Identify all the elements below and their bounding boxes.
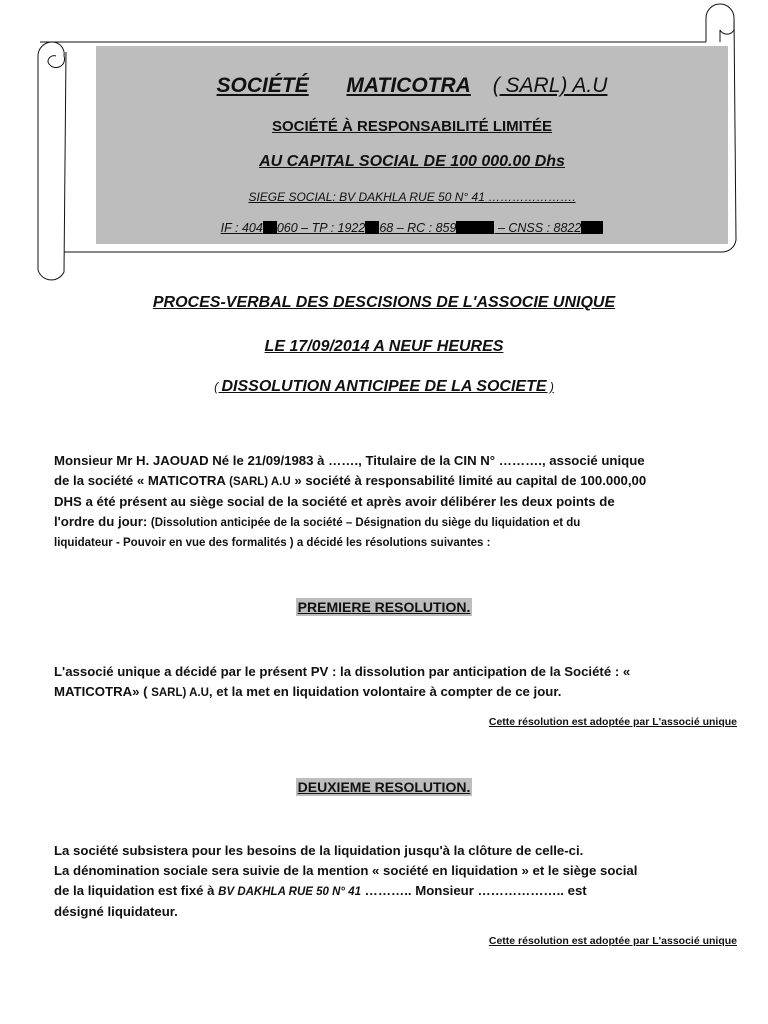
ids-part-3: 68 – RC : 859 [379, 221, 457, 235]
company-name: MATICOTRA [346, 74, 471, 97]
redaction-box [365, 221, 379, 234]
company-siege: SIEGE SOCIAL: BV DAKHLA RUE 50 N° 41 …………………. [248, 190, 576, 204]
intro-text: (Dissolution anticipée de la société – Désignation du siège du liquidation et du [150, 517, 581, 529]
redaction-box [263, 221, 277, 234]
resolution-line [54, 682, 744, 703]
intro-line: Monsieur Mr H. JAOUAD Né le 21/09/1983 à ……., Titulaire de la CIN N° ………., associé unique [54, 453, 645, 468]
company-capital: AU CAPITAL SOCIAL DE 100 000.00 Dhs [259, 153, 565, 170]
intro-text: » société à responsabilité limité au capital de 100.000,00 [290, 473, 647, 488]
company-word: SOCIÉTÉ [216, 74, 309, 97]
resolution-text: ……….. Monsieur ……………….. est [361, 883, 587, 898]
resolution-line: La dénomination sociale sera suivie de la mention « société en liquidation » et le siège social [54, 863, 638, 878]
ids-part-1: IF : 404 [220, 221, 263, 235]
redaction-box [456, 221, 494, 234]
company-form: ( SARL) A.U [492, 74, 608, 97]
resolution-1-paragraph [54, 662, 744, 703]
company-header-banner [96, 46, 728, 244]
doc-title-line2: LE 17/09/2014 A NEUF HEURES [264, 338, 504, 355]
paren-close: ) [546, 380, 554, 394]
ids-part-4: – CNSS : 8822 [494, 221, 582, 235]
resolution-1-adopted: Cette résolution est adoptée par L'associé unique [488, 716, 737, 728]
paren-open: ( [214, 380, 222, 394]
intro-text: (SARL) A.U [229, 476, 291, 488]
resolution-line: L'associé unique a décidé par le présent PV : la dissolution par anticipation de la Société : « [54, 664, 631, 679]
intro-paragraph [54, 451, 744, 553]
company-subtitle: SOCIÉTÉ À RESPONSABILITÉ LIMITÉE [271, 118, 553, 135]
doc-title-line1: PROCES-VERBAL DES DESCISIONS DE L'ASSOCIE UNIQUE [152, 294, 616, 311]
resolution-2-heading-text: DEUXIEME RESOLUTION. [297, 779, 471, 795]
resolution-1-heading [0, 599, 768, 617]
resolution-text: BV DAKHLA RUE 50 N° 41 [218, 886, 361, 898]
resolution-line: La société subsistera pour les besoins de la liquidation jusqu'à la clôture de celle-ci. [54, 843, 584, 858]
intro-line: DHS a été présent au siège social de la société et après avoir délibérer les deux points de [54, 494, 615, 509]
resolution-2-adopted: Cette résolution est adoptée par L'associé unique [488, 935, 737, 947]
resolution-text: MATICOTRA» ( [54, 684, 152, 699]
resolution-line [54, 881, 744, 902]
company-ids [96, 221, 728, 235]
resolution-2-heading [0, 779, 768, 797]
intro-text: de la société « MATICOTRA [54, 473, 230, 488]
intro-line: liquidateur - Pouvoir en vue des formalités ) a décidé les résolutions suivantes : [54, 537, 491, 549]
doc-title-dissolution: DISSOLUTION ANTICIPEE DE LA SOCIETE [221, 378, 547, 395]
resolution-1-heading-text: PREMIERE RESOLUTION. [297, 599, 471, 615]
intro-line [54, 471, 744, 492]
company-name-line [96, 74, 728, 98]
intro-line [54, 512, 744, 533]
intro-text: l'ordre du jour: [54, 514, 151, 529]
ids-part-2: 060 – TP : 1922 [276, 221, 366, 235]
redaction-box [581, 221, 603, 234]
doc-title-line3 [0, 378, 768, 396]
resolution-2-paragraph [54, 841, 744, 922]
resolution-text: de la liquidation est fixé à [54, 883, 219, 898]
resolution-text: , et la met en liquidation volontaire à compter de ce jour. [208, 684, 562, 699]
resolution-line: désigné liquidateur. [54, 904, 178, 919]
resolution-text: SARL) A.U [151, 687, 209, 699]
